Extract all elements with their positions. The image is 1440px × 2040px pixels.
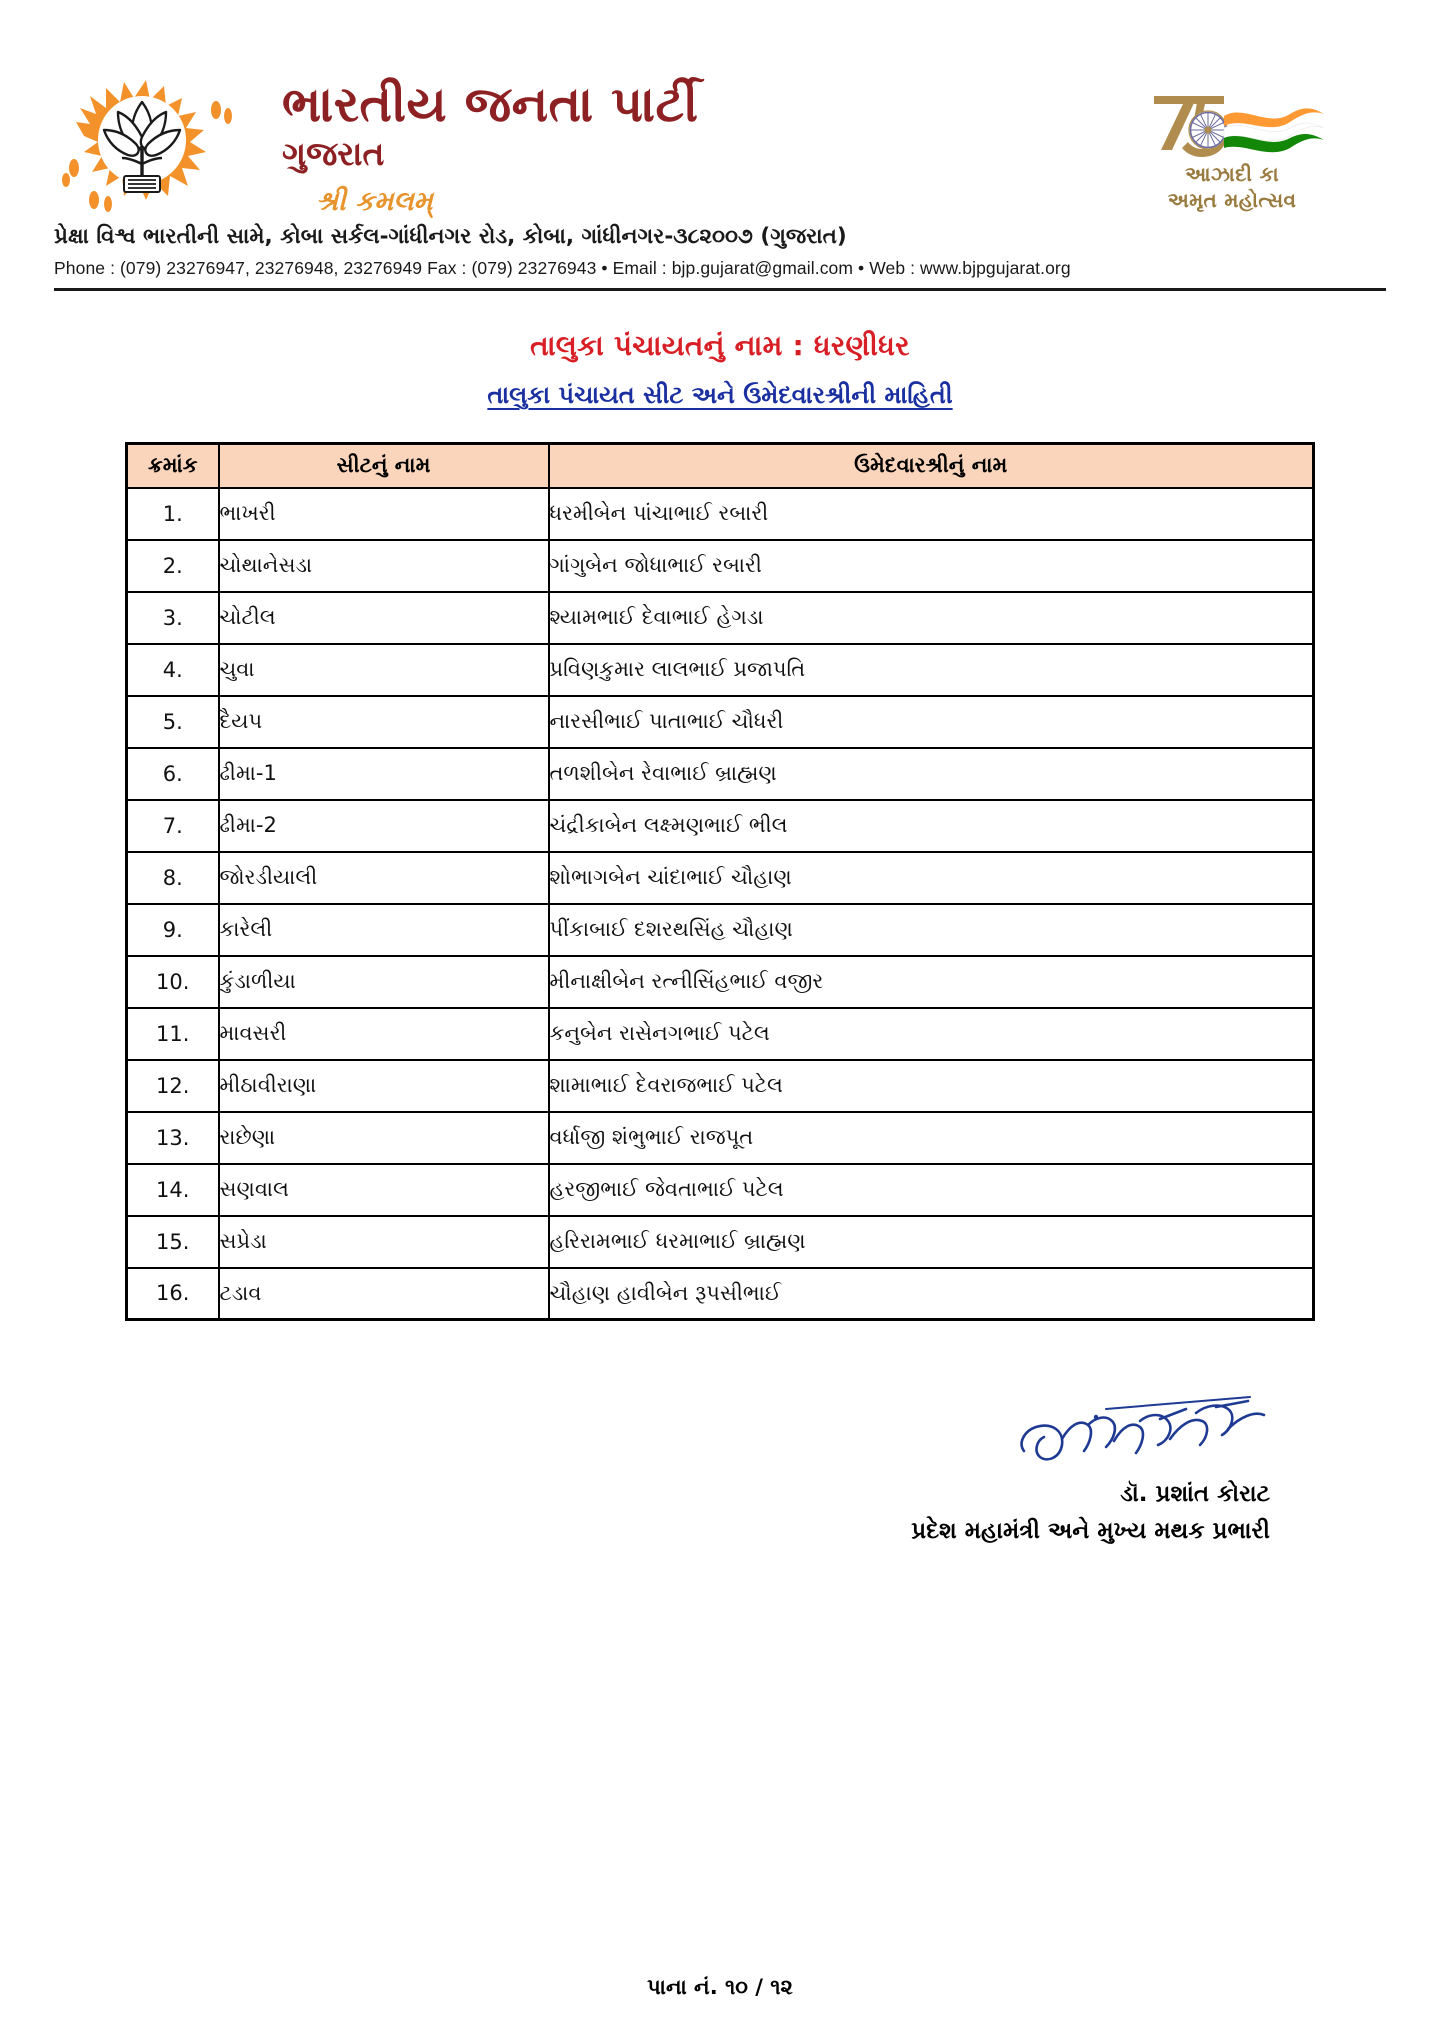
office-contact: Phone : (079) 23276947, 23276948, 23276949 Fax : (079) 23276943 • Email : bjp.gujarat@gmail.com • Web : www.bjpgujarat.org [54,258,1071,279]
page-subtitle: તાલુકા પંચાયત સીટ અને ઉમેદવારશ્રીની માહિતી [487,381,953,410]
cell-seat: સપ્રેડા [219,1216,549,1268]
cell-serial: 15. [127,1216,219,1268]
cell-seat: ટડાવ [219,1268,549,1320]
cell-serial: 4. [127,644,219,696]
cell-serial: 10. [127,956,219,1008]
cell-candidate: નારસીભાઈ પાતાભાઈ ચૌધરી [549,696,1314,748]
table-row [127,956,1314,1008]
office-tagline: શ્રી કમલમ્ [316,186,433,218]
cell-candidate: ચંદ્રીકાબેન લક્ષ્મણભાઈ ભીલ [549,800,1314,852]
cell-serial: 2. [127,540,219,592]
table-row [127,644,1314,696]
cell-serial: 5. [127,696,219,748]
azadi-75-flag-icon [1132,86,1332,160]
col-header-serial: ક્રમાંક [127,444,219,488]
table-row [127,800,1314,852]
cell-seat: દૈયપ [219,696,549,748]
seats-candidates-table [125,442,1315,1321]
bjp-lotus-logo-icon [54,58,264,218]
cell-seat: ચોટીલ [219,592,549,644]
cell-seat: કારેલી [219,904,549,956]
cell-serial: 6. [127,748,219,800]
table-row [127,1008,1314,1060]
table-row [127,592,1314,644]
table-header-row [127,444,1314,488]
cell-candidate: મીનાક્ષીબેન રત્નીસિંહભાઈ વજીર [549,956,1314,1008]
cell-serial: 12. [127,1060,219,1112]
header-divider [54,288,1386,291]
cell-seat: મીઠાવીરાણા [219,1060,549,1112]
cell-candidate: પ્રવિણકુમાર લાલભાઈ પ્રજાપતિ [549,644,1314,696]
cell-seat: ઢીમા-2 [219,800,549,852]
cell-seat: સણવાલ [219,1164,549,1216]
cell-seat: ચોથાનેસડા [219,540,549,592]
brand-block [54,58,698,218]
table-row [127,748,1314,800]
azadi-line1: આઝાદી કા [1185,162,1279,186]
cell-serial: 7. [127,800,219,852]
party-name: ભારતીય જનતા પાર્ટી [282,76,699,133]
cell-seat: માવસરી [219,1008,549,1060]
cell-candidate: ગાંગુબેન જોધાભાઈ રબારી [549,540,1314,592]
table-row [127,488,1314,540]
cell-seat: ઢીમા-1 [219,748,549,800]
cell-serial: 13. [127,1112,219,1164]
table-row [127,1060,1314,1112]
table-body [127,488,1314,1320]
cell-candidate: ચૌહાણ હાવીબેન રૂપસીભાઈ [549,1268,1314,1320]
table-row [127,1216,1314,1268]
cell-serial: 3. [127,592,219,644]
cell-candidate: ધરમીબેન પાંચાભાઈ રબારી [549,488,1314,540]
page-number-footer: પાના નં. ૧૦ / ૧૨ [647,1975,793,1999]
cell-candidate: તળશીબેન રેવાભાઈ બ્રાહ્મણ [549,748,1314,800]
cell-candidate: શામાભાઈ દેવરાજભાઈ પટેલ [549,1060,1314,1112]
cell-seat: ભાખરી [219,488,549,540]
cell-candidate: શોભાગબેન ચાંદાભાઈ ચૌહાણ [549,852,1314,904]
cell-serial: 1. [127,488,219,540]
cell-seat: જોરડીયાલી [219,852,549,904]
cell-serial: 14. [127,1164,219,1216]
office-address: પ્રેક્ષા વિશ્વ ભારતીની સામે, કોબા સર્કલ-ગાંધીનગર રોડ, કોબા, ગાંધીનગર-૩૮૨૦૦૭ (ગુજરાત) [54,224,847,250]
cell-seat: રાછેણા [219,1112,549,1164]
letterhead [0,0,1440,218]
brand-text [282,58,698,218]
azadi-line2: અમૃત મહોત્સવ [1167,188,1297,213]
table-row [127,540,1314,592]
address-block [0,220,1440,279]
cell-candidate: શ્યામભાઈ દેવાભાઈ હેગડા [549,592,1314,644]
cell-candidate: વર્ધાજી શંભુભાઈ રાજપૂત [549,1112,1314,1164]
cell-serial: 11. [127,1008,219,1060]
cell-serial: 16. [127,1268,219,1320]
azadi-ka-amrit-mahotsav-logo [1122,86,1342,216]
cell-candidate: હરજીભાઈ જેવતાભાઈ પટેલ [549,1164,1314,1216]
cell-serial: 9. [127,904,219,956]
state-name: ગુજરાત [282,133,385,173]
table-row [127,1112,1314,1164]
handwritten-signature-icon [1010,1395,1270,1481]
col-header-candidate-name: ઉમેદવારશ્રીનું નામ [549,444,1314,488]
table-row [127,696,1314,748]
cell-seat: ચુવા [219,644,549,696]
table-row [127,904,1314,956]
signatory-name: ડૉ. પ્રશાંત કોરાટ [1120,1481,1270,1508]
table-row [127,1268,1314,1320]
seats-table-wrapper [125,442,1315,1321]
signatory-designation: પ્રદેશ મહામંત્રી અને મુખ્ય મથક પ્રભારી [911,1518,1270,1545]
cell-seat: કુંડાળીયા [219,956,549,1008]
page-title: તાલુકા પંચાયતનું નામ : ધરણીધર [530,329,910,363]
cell-candidate: હરિરામભાઈ ધરમાભાઈ બ્રાહ્મણ [549,1216,1314,1268]
cell-serial: 8. [127,852,219,904]
cell-candidate: પીંકાબાઈ દશરથસિંહ ચૌહાણ [549,904,1314,956]
cell-candidate: કનુબેન રાસેનગભાઈ પટેલ [549,1008,1314,1060]
table-row [127,1164,1314,1216]
table-row [127,852,1314,904]
signature-block [0,1395,1440,1547]
col-header-seat-name: સીટનું નામ [219,444,549,488]
